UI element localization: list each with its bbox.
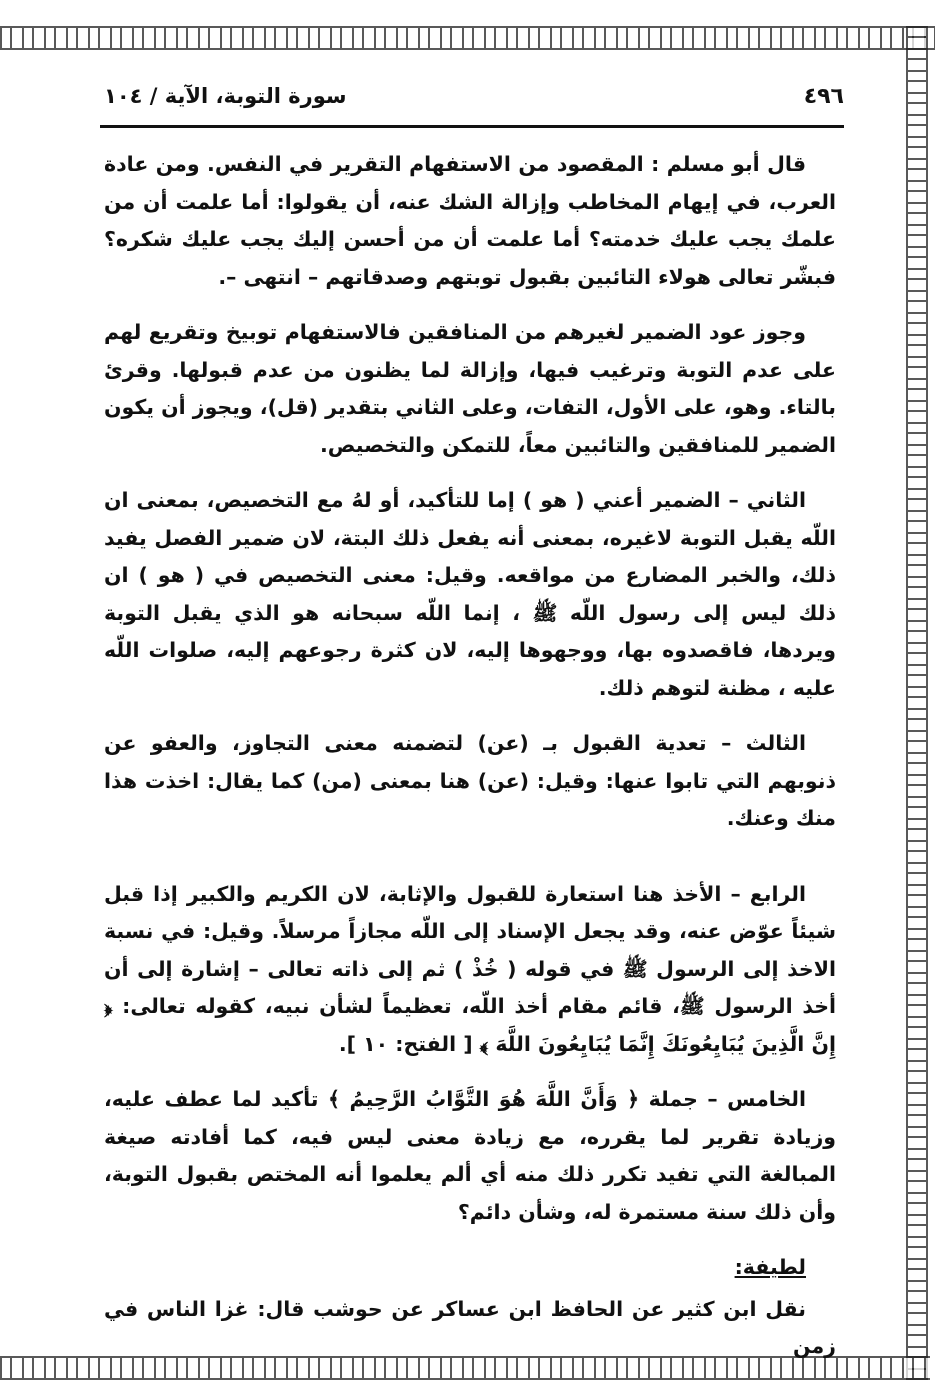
decorative-border-top [0,26,935,50]
running-title: سورة التوبة، الآية / ١٠٤ [104,84,347,108]
page-body [104,146,836,1384]
paragraph-pronoun-munafiqin: وجوز عود الضمير لغيرهم من المنافقين فالاستفهام توبيخ وتقريع لهم على عدم التوبة وترغيب فيها، وإزالة لما يظنون من عدم قبولها. وقرئ بالتاء. وهو، على الأول، التفات، وعلى الثاني بتقدير (قل)، ويجوز أن يكون الضمير للمنافقين والتائبين معاً، للتمكن والتخصيص. [104,320,836,457]
paragraph-third: الثالث – تعدية القبول بـ (عن) لتضمنه معنى التجاوز، والعفو عن ذنوبهم التي تابوا عنها: وقيل: (عن) هنا بمعنى (من) كما يقال: اخذت هذا منك وعنك. [104,731,836,830]
paragraph-abu-muslim: قال أبو مسلم : المقصود من الاستفهام التقرير في النفس. ومن عادة العرب، في إيهام المخاطب وإزالة الشك عنه، أن يقولوا: أما علمت أن من علمك يجب عليك خدمته؟ أما علمت أن من أحسن إليك يجب عليك شكره؟ فبشّر تعالى هولاء التائبين بقبول توبتهم وصدقاتهم – انتهى –. [104,152,836,289]
paragraph-last-line: نقل ابن كثير عن الحافظ ابن عساكر عن حوشب قال: غزا الناس في زمن [104,1296,836,1358]
page-header [104,84,844,120]
page-number: ٤٩٦ [803,84,844,109]
decorative-border-right [906,26,928,1380]
header-rule [100,125,844,128]
paragraph-fifth: الخامس – جملة ﴿ وَأَنَّ اللَّهَ هُوَ التَّوَّابُ الرَّحِيمُ ﴾ تأكيد لما عطف عليه، وزيادة تقرير لما يقرره، مع زيادة معنى ليس فيه، كما أفادته صيغة المبالغة التي تفيد تكرر ذلك منه أي ألم يعلموا أنه المختص بقبول التوبة، وأن ذلك سنة مستمرة له، وشأن دائم؟ [104,1087,836,1224]
section-heading-latifa: لطيفة: [734,1255,806,1279]
paragraph-fourth: الرابع – الأخذ هنا استعارة للقبول والإثابة، لان الكريم والكبير إذا قبل شيئاً عوّض عنه، وقد يجعل الإسناد إلى اللّه مجازاً مرسلاً. وقيل: في نسبة الاخذ إلى الرسول ﷺ في قوله ( خُذْ ) ثم إلى ذاته تعالى – إشارة إلى أن أخذ الرسول ﷺ، قائم مقام أخذ اللّه، تعظيماً لشأن نبيه، كقوله تعالى: ﴿ إِنَّ الَّذِينَ يُبَايِعُونَكَ إِنَّمَا يُبَايِعُونَ اللَّهَ ﴾ [ الفتح: ١٠ ]. [104,881,836,1056]
paragraph-second: الثاني – الضمير أعني ( هو ) إما للتأكيد، أو لهُ مع التخصيص، بمعنى ان اللّه يقبل التوبة لاغيره، بمعنى أنه يفعل ذلك البتة، لان ضمير الفصل يفيد ذلك، والخبر المضارع من مواقعه. وقيل: معنى التخصيص في ( هو ) ان ذلك ليس إلى رسول اللّه ﷺ ، إنما اللّه سبحانه هو الذي يقبل التوبة ويردها، فاقصدوه بها، ووجهوها إليه، لان كثرة رجوعهم إليه، صلوات اللّه عليه ، مظنة لتوهم ذلك. [104,488,836,700]
